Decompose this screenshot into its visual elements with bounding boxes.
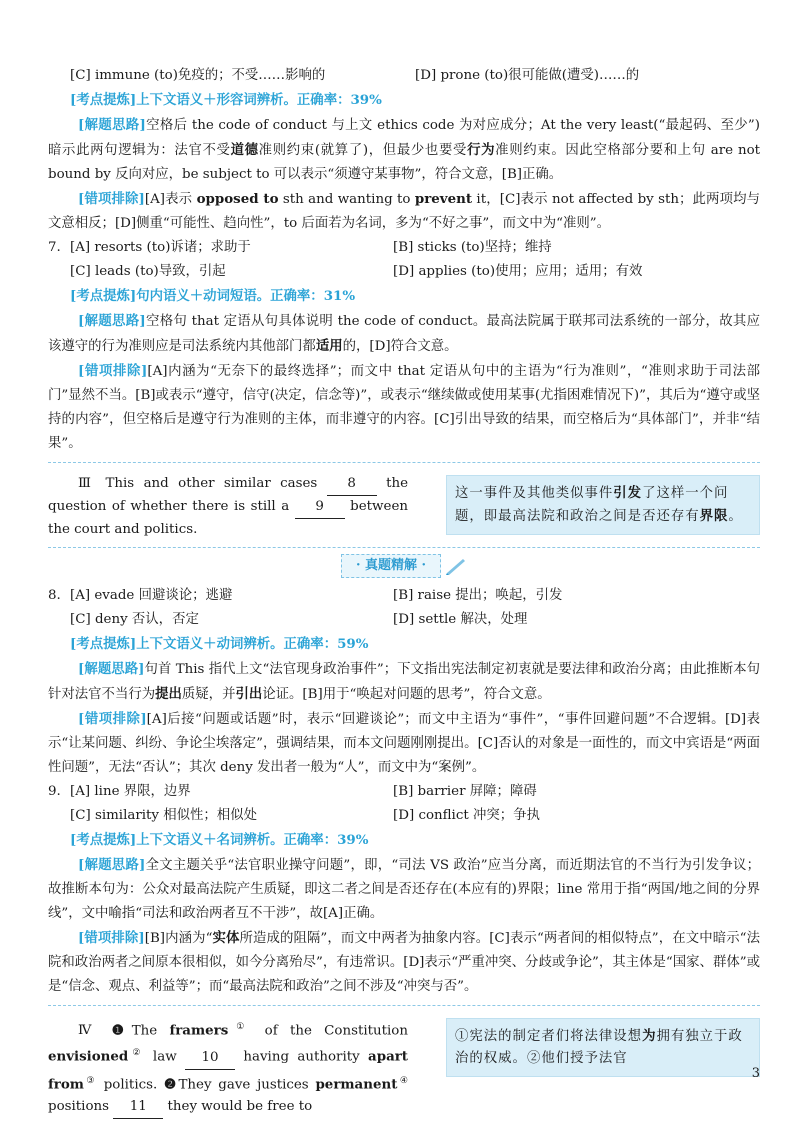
q6-options-row <box>48 64 760 88</box>
q8-point: [考点提炼]上下文语义＋动词辨析。正确率：59% <box>70 636 369 652</box>
page-content <box>48 64 760 1125</box>
q8-option-c: [C] deny 否认，否定 <box>70 612 199 627</box>
passage-3-translation: 这一事件及其他类似事件引发了这样一个问题，即最高法院和政治之间是否还存有界限。 <box>446 475 760 535</box>
q6-option-d: [D] prone (to)很可能做(遭受)……的 <box>415 68 640 83</box>
q8-option-b: [B] raise 提出；唤起，引发 <box>393 588 563 603</box>
passage-4 <box>48 1016 760 1119</box>
q7-point: [考点提炼]句内语义＋动词短语。正确率：31% <box>70 288 356 304</box>
q6-point: [考点提炼]上下文语义＋形容词辨析。正确率：39% <box>70 92 382 108</box>
q9-options-row-2 <box>48 804 760 828</box>
section-banner <box>48 554 760 578</box>
q7-option-a: [A] resorts (to)诉诸；求助于 <box>70 240 251 255</box>
q9-reasoning: [解题思路]全文主题关乎“法官职业操守问题”，即，“司法 VS 政治”应当分离，而近期法官的不当行为引发争议；故推断本句为：公众对最高法院产生质疑，即这二者之间是否还存在(本应有的)界限；line 常用于指“两国/地之间的分界线”，文中喻指“司法和政治两者互不干涉”，故[A]正确。 <box>48 857 760 921</box>
q7-reasoning: [解题思路]空格句 that 定语从句具体说明 the code of conduct。最高法院属于联邦司法系统的一部分，故其应该遵守的行为准则应是司法系统内其他部门都适用的，[D]符合文意。 <box>48 313 761 354</box>
q8-reasoning: [解题思路]句首 This 指代上文“法官现身政治事件”；下文指出宪法制定初衷就是要法律和政治分离；由此推断本句针对法官不当行为提出质疑，并引出论证。[B]用于“唤起对问题的思考”，符合文意。 <box>48 661 760 702</box>
q9-options-row-1: 9. [A] line 界限，边界 [B] barrier 屏障；障碍 <box>48 780 760 804</box>
q8-options-row-1: 8. [A] evade 回避谈论；逃避 [B] raise 提出；唤起，引发 <box>48 584 760 608</box>
blank-10: 10 <box>185 1047 235 1070</box>
banner-title: · 真题精解 · <box>341 554 441 578</box>
q7-option-b: [B] sticks (to)坚持；维持 <box>393 240 552 255</box>
passage-3-english: Ⅲ This and other similar cases 8 the question of whether there is still a 9 between the court and politics. <box>48 473 408 541</box>
q6-reasoning: [解题思路]空格后 the code of conduct 与上文 ethics code 为对应成分；At the very least(“最起码、至少”)暗示此两句逻辑为：法官不受道德准则约束(就算了)，但最少也要受行为准则约束。因此空格部分要和上句 are not bound by 反向对应，be subject to 可以表示“须遵守某事物”，符合文意，[B]正确。 <box>48 117 761 182</box>
blank-9: 9 <box>295 496 345 519</box>
passage-3 <box>48 473 760 541</box>
q9-wrong-options: [错项排除][B]内涵为“实体所造成的阻隔”，而文中两者为抽象内容。[C]表示“两者间的相似特点”，在文中暗示“法院和政治两者之间原本很相似，如今分离殆尽”，有违常识。[D]表示“严重冲突、分歧或争论”，其主体是“国家、群体”或是“信念、观点、利益等”；而“最高法院和政治”之间不涉及“冲突与否”。 <box>48 930 761 994</box>
passage-4-english: Ⅳ ❶The framers① of the Constitution envisioned② law 10 having authority apart from③ politics. ❷They gave justices permanent④ positions 11 they would be free to <box>48 1016 408 1119</box>
section-divider <box>48 1005 760 1006</box>
q8-option-a: [A] evade 回避谈论；逃避 <box>70 588 233 603</box>
section-divider <box>48 547 760 548</box>
q9-option-c: [C] similarity 相似性；相似处 <box>70 808 257 823</box>
q9-point: [考点提炼]上下文语义＋名词辨析。正确率：39% <box>70 832 369 848</box>
q7-wrong-options: [错项排除][A]内涵为“无奈下的最终选择”；而文中 that 定语从句中的主语为“行为准则”，“准则求助于司法部门”显然不当。[B]或表示“遵守，信守(决定，信念等)”，或表示“继续做或使用某事(尤指困难情况下)”，其后为“遵守或坚持的内容”，但空格后是遵守行为准则的主体，而非遵守的内容。[C]引出导致的结果，而空格后为“具体部门”，并非“结果”。 <box>48 363 761 451</box>
q8-option-d: [D] settle 解决，处理 <box>393 612 528 627</box>
q9-option-b: [B] barrier 屏障；障碍 <box>393 784 537 799</box>
pen-icon <box>445 557 467 575</box>
blank-8: 8 <box>327 473 377 496</box>
q8-options-row-2 <box>48 608 760 632</box>
q7-option-d: [D] applies (to)使用；应用；适用；有效 <box>393 264 643 279</box>
q9-option-a: [A] line 界限，边界 <box>70 784 191 799</box>
q6-wrong-options: [错项排除][A]表示 opposed to sth and wanting to prevent it，[C]表示 not affected by sth；此两项均与文意相反；[D]侧重“可能性、趋向性”，to 后面若为名词，多为“不好之事”，而文中为“准则”。 <box>48 191 761 231</box>
section-divider <box>48 462 760 463</box>
q7-option-c: [C] leads (to)导致，引起 <box>70 264 226 279</box>
blank-11: 11 <box>113 1096 163 1119</box>
q6-option-c: [C] immune (to)免疫的；不受……影响的 <box>70 68 326 83</box>
page-number: 3 <box>751 1066 760 1081</box>
passage-4-translation: ①宪法的制定者们将法律设想为拥有独立于政治的权威。②他们授予法官 <box>446 1018 760 1077</box>
q9-option-d: [D] conflict 冲突；争执 <box>393 808 540 823</box>
q7-options-row-1 <box>48 236 760 260</box>
q7-options-row-2 <box>48 260 760 284</box>
q8-wrong-options: [错项排除][A]后接“问题或话题”时，表示“回避谈论”；而文中主语为“事件”，“事件回避问题”不合逻辑。[D]表示“让某问题、纠纷、争论尘埃落定”，强调结果，而本文问题刚刚提出。[C]否认的对象是一面性的，而文中宾语是“两面性问题”，无法“否认”；其次 deny 发出者一般为“人”，而文中为“案例”。 <box>48 711 761 775</box>
q7-number: 7. <box>48 240 61 255</box>
